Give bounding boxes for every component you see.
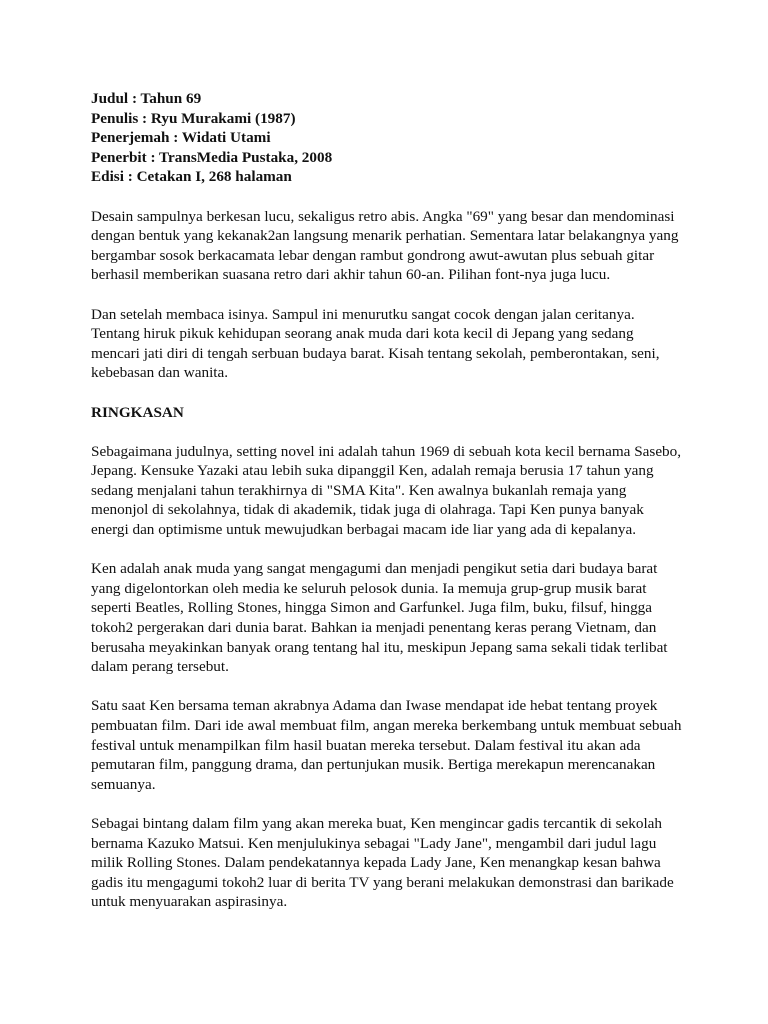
text-line: dalam perang tersebut. bbox=[91, 658, 229, 676]
text-line: milik Rolling Stones. Dalam pendekatannya kepada Lady Jane, Ken menangkap kesan bahwa bbox=[91, 854, 661, 872]
title-line: Judul : Tahun 69 bbox=[91, 90, 202, 107]
text-line: pemutaran film, panggung drama, dan pertunjukan musik. Bertiga merekapun merencanakan bbox=[91, 756, 656, 774]
book-metadata bbox=[91, 89, 711, 187]
text-line: Satu saat Ken bersama teman akrabnya Adama dan Iwase mendapat ide hebat tentang proyek bbox=[91, 697, 658, 715]
intro-paragraph-cover bbox=[91, 207, 711, 285]
publisher-line: Penerbit : TransMedia Pustaka, 2008 bbox=[91, 148, 333, 166]
text-line: untuk menyuarakan aspirasinya. bbox=[91, 893, 288, 911]
summary-paragraph-festival bbox=[91, 696, 711, 794]
text-line: dengan bentuk yang kekanak2an langsung menarik perhatian. Sementara latar belakangnya yang bbox=[91, 227, 679, 245]
text-line: bernama Kazuko Matsui. Ken menjulukinya sebagai "Lady Jane", mengambil dari judul lagu bbox=[91, 834, 657, 852]
text-line: seperti Beatles, Rolling Stones, hingga Simon and Garfunkel. Juga film, buku, filsuf, hingga bbox=[91, 599, 653, 617]
text-line: festival untuk menampilkan film hasil buatan mereka tersebut. Dalam festival itu akan ada bbox=[91, 736, 641, 754]
text-line: Tentang hiruk pikuk kehidupan seorang anak muda dari kota kecil di Jepang yang sedang bbox=[91, 325, 634, 343]
text-line: mencari jati diri di tengah serbuan budaya barat. Kisah tentang sekolah, pemberontakan, seni, bbox=[91, 344, 660, 362]
text-line: energi dan optimisme untuk mewujudkan berbagai macam ide liar yang ada di kepalanya. bbox=[91, 521, 637, 539]
text-line: kebebasan dan wanita. bbox=[91, 364, 229, 382]
text-line: berhasil memberikan suasana retro dari akhir tahun 60-an. Pilihan font-nya juga lucu. bbox=[91, 266, 611, 284]
text-line: Sebagai bintang dalam film yang akan mereka buat, Ken mengincar gadis tercantik di sekolah bbox=[91, 814, 663, 832]
text-line: Jepang. Kensuke Yazaki atau lebih suka dipanggil Ken, adalah remaja berusia 17 tahun yang bbox=[91, 462, 654, 480]
text-line: pembuatan film. Dari ide awal membuat film, angan mereka berkembang untuk membuat sebuah bbox=[91, 717, 682, 734]
text-line: semuanya. bbox=[91, 775, 156, 793]
summary-paragraph-setting bbox=[91, 442, 711, 540]
summary-paragraph-culture bbox=[91, 559, 711, 677]
text-line: Sebagaimana judulnya, setting novel ini adalah tahun 1969 di sebuah kota kecil bernama Sasebo, bbox=[91, 442, 682, 460]
text-line: bergambar sosok berkacamata lebar dengan rambut gondrong awut-awutan plus sebuah gitar bbox=[91, 246, 655, 264]
intro-paragraph-content bbox=[91, 305, 711, 383]
text-line: Ken adalah anak muda yang sangat mengagumi dan menjadi pengikut setia dari budaya barat bbox=[91, 560, 658, 578]
edition-line: Edisi : Cetakan I, 268 halaman bbox=[91, 168, 292, 186]
text-line: sedang menjalani tahun terakhirnya di "SMA Kita". Ken awalnya bukanlah remaja yang bbox=[91, 481, 627, 499]
text-line: berusaha meyakinkan banyak orang tentang hal itu, meskipun Jepang sama sekali tidak terlibat bbox=[91, 638, 668, 656]
summary-paragraph-lady-jane bbox=[91, 814, 711, 912]
translator-line: Penerjemah : Widati Utami bbox=[91, 129, 271, 147]
text-line: gadis itu mengagumi tokoh2 luar di berita TV yang berani melakukan demonstrasi dan barikade bbox=[91, 873, 674, 891]
text-line: Dan setelah membaca isinya. Sampul ini menurutku sangat cocok dengan jalan ceritanya. bbox=[91, 305, 635, 323]
text-line: Desain sampulnya berkesan lucu, sekaligus retro abis. Angka "69" yang besar dan mendominasi bbox=[91, 207, 675, 225]
section-heading: RINGKASAN bbox=[91, 403, 184, 421]
text-line: tokoh2 pergerakan dari dunia barat. Bahkan ia menjadi penentang keras perang Vietnam, dan bbox=[91, 619, 657, 637]
text-line: menonjol di sekolahnya, tidak di akademik, tidak juga di olahraga. Tapi Ken punya banyak bbox=[91, 501, 644, 519]
document-body bbox=[91, 89, 711, 912]
author-line: Penulis : Ryu Murakami (1987) bbox=[91, 109, 296, 127]
text-line: yang digelontorkan oleh media ke seluruh pelosok dunia. Ia memuja grup-grup musik barat bbox=[91, 579, 647, 597]
